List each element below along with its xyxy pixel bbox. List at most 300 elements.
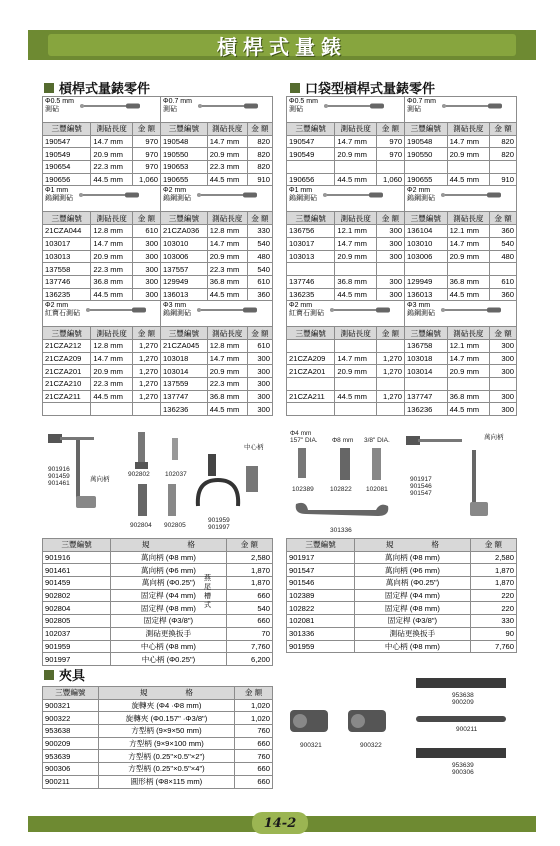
table-cell: 90 xyxy=(470,627,516,640)
table-cell xyxy=(91,403,132,416)
table-cell: 固定桿 (Φ8 mm) xyxy=(355,602,471,615)
table-row xyxy=(43,339,273,352)
table-cell: 300 xyxy=(247,378,272,391)
table-cell: 136235 xyxy=(287,288,335,301)
bullet-icon xyxy=(44,670,54,680)
table-cell: 44.5 mm xyxy=(335,173,376,186)
page-title: 槓桿式量錶 xyxy=(217,34,347,59)
table-row xyxy=(287,250,517,263)
probe-label-line: 鎢鋼測砧 xyxy=(45,195,73,203)
probe-label xyxy=(289,302,324,318)
column-header: 測砧長度 xyxy=(447,212,490,225)
table-cell: 901547 xyxy=(287,564,355,577)
contact-point-icon xyxy=(441,305,511,315)
clamp-drawings xyxy=(286,676,518,786)
table-cell xyxy=(447,263,490,276)
table-cell: 20.9 mm xyxy=(447,365,490,378)
table-cell: 103018 xyxy=(405,352,448,365)
square-shank-953639 xyxy=(416,748,506,758)
caption: 902802 xyxy=(128,471,150,478)
table-header-row xyxy=(287,327,517,340)
probe-image-cell xyxy=(405,97,517,123)
table-row xyxy=(43,390,273,403)
table-cell: 901461 xyxy=(43,564,111,577)
table-cell: 137746 xyxy=(287,275,335,288)
table-cell: 610 xyxy=(490,275,517,288)
table-cell: 300 xyxy=(490,390,517,403)
table-cell: 820 xyxy=(490,148,517,161)
contact-point-icon xyxy=(441,190,511,200)
table-cell: 中心柄 (Φ8 mm) xyxy=(355,640,471,653)
table-header-row xyxy=(43,123,273,136)
table-cell: 330 xyxy=(247,225,272,238)
table-row xyxy=(287,390,517,403)
probe-image-cell xyxy=(43,97,161,123)
table-cell: 20.9 mm xyxy=(91,365,132,378)
table-cell: 610 xyxy=(247,275,272,288)
table-cell: 540 xyxy=(226,602,272,615)
table-row xyxy=(43,275,273,288)
table-cell: 360 xyxy=(490,225,517,238)
probe-label-line: Φ1 mm xyxy=(45,187,69,195)
probe-label-line: Φ3 mm xyxy=(407,302,431,310)
table-cell: 旋轉夾 (Φ0.157" ·Φ3/8") xyxy=(98,712,234,725)
table-cell xyxy=(405,263,448,276)
caption: 901959 xyxy=(208,517,230,524)
caption: 萬向柄 xyxy=(484,434,504,441)
table-cell: 300 xyxy=(376,275,404,288)
table-cell: 21CZA045 xyxy=(161,339,208,352)
probe-image-cell xyxy=(405,301,517,327)
probe-label-line: Φ2 mm xyxy=(45,302,69,310)
column-header: 金 額 xyxy=(226,539,272,552)
side-label-char: 式 xyxy=(204,602,211,609)
column-header: 測砧長度 xyxy=(91,212,132,225)
table-cell: 360 xyxy=(247,288,272,301)
column-header: 金 額 xyxy=(247,327,272,340)
table-cell: 220 xyxy=(470,602,516,615)
table-cell: 36.8 mm xyxy=(335,275,376,288)
table-cell xyxy=(376,339,404,352)
caption: 901917 xyxy=(410,476,432,483)
table-cell xyxy=(447,161,490,174)
table-row xyxy=(43,602,273,615)
probe-label-line: Φ2 mm xyxy=(407,187,431,195)
probe-label-wrap xyxy=(407,302,514,318)
holder-table-left xyxy=(42,538,273,666)
table-cell: 方型柄 (0.25"×0.5"×2") xyxy=(98,750,234,763)
probe-image-cell xyxy=(287,97,405,123)
column-header: 測砧長度 xyxy=(91,327,132,340)
table-cell: 1,870 xyxy=(470,564,516,577)
table-cell: 901997 xyxy=(43,653,111,666)
table-row xyxy=(43,135,273,148)
probe-label-line: Φ0.5 mm xyxy=(289,98,318,105)
table-cell: 1,020 xyxy=(235,712,273,725)
table-cell: 36.8 mm xyxy=(447,275,490,288)
table-row xyxy=(287,365,517,378)
table-cell: 1,060 xyxy=(132,173,160,186)
table-cell: 固定桿 (Φ4 mm) xyxy=(111,589,227,602)
table-cell: 12.1 mm xyxy=(447,225,490,238)
table-cell: 中心柄 (Φ0.25") xyxy=(111,653,227,666)
lever-parts-table xyxy=(42,96,273,416)
table-cell: 102037 xyxy=(43,627,111,640)
table-cell: 300 xyxy=(376,225,404,238)
table-cell: 中心柄 (Φ8 mm) xyxy=(111,640,227,653)
table-cell: 103006 xyxy=(161,250,208,263)
table-cell: 660 xyxy=(226,589,272,602)
table-cell: 14.7 mm xyxy=(447,237,490,250)
table-row xyxy=(43,640,273,653)
header-band xyxy=(28,30,536,60)
table-cell: 20.9 mm xyxy=(207,365,247,378)
table-cell: 190549 xyxy=(287,148,335,161)
probe-label xyxy=(407,302,435,318)
column-header: 金 額 xyxy=(470,539,516,552)
table-cell: 36.8 mm xyxy=(207,390,247,403)
table-cell: 330 xyxy=(470,615,516,628)
table-cell: 902802 xyxy=(43,589,111,602)
probe-label-wrap xyxy=(163,98,270,114)
table-cell: 22.3 mm xyxy=(207,161,247,174)
probe-label-line: 紅寶石測砧 xyxy=(45,310,80,318)
column-header: 規 格 xyxy=(111,539,227,552)
table-cell: 萬向柄 (Φ8 mm) xyxy=(355,551,471,564)
table-cell: 44.5 mm xyxy=(91,173,132,186)
table-row xyxy=(43,589,273,602)
table-row xyxy=(287,225,517,238)
table-cell: 44.5 mm xyxy=(447,288,490,301)
table-row xyxy=(43,564,273,577)
column-header: 測砧長度 xyxy=(447,327,490,340)
probe-image-cell xyxy=(161,97,273,123)
table-cell: 20.9 mm xyxy=(447,250,490,263)
column-header: 三豐編號 xyxy=(161,327,208,340)
table-cell: 7,760 xyxy=(226,640,272,653)
table-cell: 1,870 xyxy=(226,564,272,577)
table-cell: 136756 xyxy=(287,225,335,238)
table-cell: 14.7 mm xyxy=(207,135,247,148)
table-cell: 953639 xyxy=(43,750,99,763)
table-cell: 6,200 xyxy=(226,653,272,666)
table-row xyxy=(287,615,517,628)
table-cell: 300 xyxy=(490,339,517,352)
column-header: 三豐編號 xyxy=(405,123,448,136)
side-label-char: 燕 xyxy=(204,575,211,582)
table-cell: 103006 xyxy=(405,250,448,263)
table-cell: 測砧更換扳手 xyxy=(111,627,227,640)
column-header: 測砧長度 xyxy=(207,327,247,340)
table-row xyxy=(287,640,517,653)
table-cell: 103014 xyxy=(161,365,208,378)
probe-label-wrap xyxy=(45,98,158,114)
column-header: 三豐編號 xyxy=(287,327,335,340)
column-header: 測砧長度 xyxy=(335,123,376,136)
probe-label xyxy=(407,187,435,203)
table-cell: 103013 xyxy=(287,250,335,263)
table-cell xyxy=(376,161,404,174)
table-cell: 20.9 mm xyxy=(335,365,376,378)
table-row xyxy=(43,378,273,391)
table-cell: 540 xyxy=(247,237,272,250)
probe-label-wrap xyxy=(407,98,514,114)
table-row xyxy=(287,237,517,250)
table-cell: 190548 xyxy=(161,135,208,148)
table-cell: 22.3 mm xyxy=(207,378,247,391)
table-cell: 1,270 xyxy=(376,352,404,365)
table-cell: 12.8 mm xyxy=(207,339,247,352)
table-header-row xyxy=(287,212,517,225)
table-cell: 14.7 mm xyxy=(91,352,132,365)
probe-label-wrap xyxy=(289,98,402,114)
table-cell: 540 xyxy=(247,263,272,276)
table-cell xyxy=(405,161,448,174)
probe-label-line: 鎢鋼測砧 xyxy=(163,310,192,318)
column-header: 三豐編號 xyxy=(43,123,91,136)
table-cell: 44.5 mm xyxy=(335,288,376,301)
table-cell xyxy=(490,263,517,276)
column-header: 金 額 xyxy=(247,123,272,136)
table-cell: 21CZA044 xyxy=(43,225,91,238)
universal-holder-rod xyxy=(60,437,94,440)
table-cell: 22.3 mm xyxy=(91,263,132,276)
header-inner xyxy=(48,34,516,59)
universal-holder-post xyxy=(76,440,80,500)
table-row xyxy=(287,275,517,288)
table-cell xyxy=(287,263,335,276)
table-cell xyxy=(376,263,404,276)
column-header: 金 額 xyxy=(132,212,160,225)
probe-label xyxy=(45,98,74,114)
table-cell xyxy=(287,378,335,391)
table-row xyxy=(43,250,273,263)
table-cell xyxy=(287,403,335,416)
table-cell: 970 xyxy=(132,135,160,148)
probe-label-line: Φ2 mm xyxy=(289,302,313,310)
section-clamps xyxy=(44,665,85,684)
probe-image-row xyxy=(43,301,273,327)
table-row xyxy=(43,148,273,161)
table-cell: 901459 xyxy=(43,577,111,590)
table-row xyxy=(287,263,517,276)
table-row xyxy=(43,750,273,763)
table-cell: 901546 xyxy=(287,577,355,590)
caption: 901461 xyxy=(48,480,70,487)
table-cell: 22.3 mm xyxy=(91,161,132,174)
probe-label-wrap xyxy=(289,187,402,203)
table-cell: 22.3 mm xyxy=(207,263,247,276)
column-header: 三豐編號 xyxy=(405,212,448,225)
probe-label-wrap xyxy=(45,302,158,318)
probe-image-cell xyxy=(405,186,517,212)
table-cell: 固定桿 (Φ3/8") xyxy=(355,615,471,628)
table-cell: 902805 xyxy=(43,615,111,628)
table-cell: 1,270 xyxy=(132,365,160,378)
caption: 902805 xyxy=(164,522,186,529)
probe-label-line: 測砧 xyxy=(407,106,422,113)
table-row xyxy=(287,589,517,602)
table-cell: 820 xyxy=(247,161,272,174)
column-header: 三豐編號 xyxy=(405,327,448,340)
table-cell: 103013 xyxy=(43,250,91,263)
table-cell: 820 xyxy=(247,148,272,161)
table-cell xyxy=(405,378,448,391)
probe-label-line: Φ3 mm xyxy=(163,302,187,310)
table-row xyxy=(43,237,273,250)
swivel-clamp-bore xyxy=(351,714,365,728)
table-cell xyxy=(376,403,404,416)
table-cell: 300 xyxy=(490,403,517,416)
table-row xyxy=(43,737,273,750)
table-cell xyxy=(490,161,517,174)
column-header: 金 額 xyxy=(376,123,404,136)
universal-holder-clamp xyxy=(406,436,420,445)
caption: 901916 xyxy=(48,466,70,473)
table-row xyxy=(43,699,273,712)
probe-label xyxy=(163,302,191,318)
table-row xyxy=(287,135,517,148)
table-cell: 190549 xyxy=(43,148,91,161)
table-cell: 44.5 mm xyxy=(207,288,247,301)
table-row xyxy=(43,653,273,666)
caption: 157" DIA. xyxy=(290,437,318,444)
probe-image-cell xyxy=(287,186,405,212)
table-cell: 方型柄 (9×9×100 mm) xyxy=(98,737,234,750)
universal-holder-post xyxy=(472,450,476,506)
table-row xyxy=(43,365,273,378)
table-cell: 136236 xyxy=(405,403,448,416)
column-header: 金 額 xyxy=(376,327,404,340)
table-cell: 21CZA209 xyxy=(43,352,91,365)
caption: 中心柄 xyxy=(244,444,264,451)
table-cell: 901959 xyxy=(287,640,355,653)
column-header: 金 額 xyxy=(132,123,160,136)
contact-point-icon xyxy=(79,190,149,200)
table-cell: 1,270 xyxy=(132,378,160,391)
table-cell xyxy=(447,378,490,391)
table-cell: 220 xyxy=(470,589,516,602)
table-cell: 70 xyxy=(226,627,272,640)
caption: 901547 xyxy=(410,490,432,497)
table-cell: 萬向柄 (Φ0.25") xyxy=(355,577,471,590)
table-cell: 1,270 xyxy=(376,365,404,378)
table-cell: 137747 xyxy=(405,390,448,403)
holder-drawings-left xyxy=(42,430,274,538)
table-cell: 1,870 xyxy=(470,577,516,590)
contact-point-icon xyxy=(197,305,267,315)
table-cell: 20.9 mm xyxy=(207,148,247,161)
table-cell: 103017 xyxy=(43,237,91,250)
table-cell: 137747 xyxy=(161,390,208,403)
table-row xyxy=(43,615,273,628)
table-cell: 21CZA212 xyxy=(43,339,91,352)
table-cell: 300 xyxy=(247,352,272,365)
center-holder-arc xyxy=(198,480,238,506)
table-cell: 1,270 xyxy=(132,390,160,403)
caption: 301336 xyxy=(330,527,352,534)
table-cell: 190656 xyxy=(287,173,335,186)
table-cell: 固定桿 (Φ4 mm) xyxy=(355,589,471,602)
holder-drawings-right xyxy=(286,430,518,538)
column-header: 測砧長度 xyxy=(447,123,490,136)
table-row xyxy=(287,403,517,416)
probe-label-line: 測砧 xyxy=(163,106,178,113)
probe-image-cell xyxy=(161,186,273,212)
table-cell: 1,270 xyxy=(132,339,160,352)
table-cell: 820 xyxy=(490,135,517,148)
caption: 953639 xyxy=(452,762,474,769)
table-cell: 44.5 mm xyxy=(91,288,132,301)
table-cell: 14.7 mm xyxy=(447,135,490,148)
table-cell: 21CZA211 xyxy=(287,390,335,403)
table-cell: 20.9 mm xyxy=(335,148,376,161)
table-row xyxy=(287,378,517,391)
table-cell: 103010 xyxy=(405,237,448,250)
probe-label-wrap xyxy=(289,302,402,318)
table-row xyxy=(287,627,517,640)
table-cell: 固定桿 (Φ8 mm) xyxy=(111,602,227,615)
caption: Φ4 mm xyxy=(290,430,312,437)
side-label xyxy=(204,574,214,610)
table-cell: 103018 xyxy=(161,352,208,365)
table-cell: 610 xyxy=(132,225,160,238)
table-header-row xyxy=(43,539,273,552)
table-cell: 2,580 xyxy=(226,551,272,564)
table-row xyxy=(287,551,517,564)
table-cell: 2,580 xyxy=(470,551,516,564)
table-cell: 190548 xyxy=(405,135,448,148)
stem-102389 xyxy=(298,448,306,478)
probe-label-wrap xyxy=(163,187,270,203)
column-header: 三豐編號 xyxy=(287,539,355,552)
table-cell: 300 xyxy=(132,250,160,263)
table-row xyxy=(287,339,517,352)
column-header: 金 額 xyxy=(235,687,273,700)
table-cell: 760 xyxy=(235,750,273,763)
probe-label-wrap xyxy=(163,302,270,318)
table-cell: 136013 xyxy=(161,288,208,301)
probe-label xyxy=(45,187,73,203)
table-cell: 103017 xyxy=(287,237,335,250)
table-cell: 136013 xyxy=(405,288,448,301)
probe-image-cell xyxy=(43,186,161,212)
table-cell: 300 xyxy=(132,275,160,288)
table-cell: 14.7 mm xyxy=(335,352,376,365)
probe-label xyxy=(407,98,436,114)
table-row xyxy=(287,148,517,161)
table-cell: 21CZA211 xyxy=(43,390,91,403)
table-row xyxy=(43,551,273,564)
table-cell: 540 xyxy=(490,237,517,250)
caption: 901997 xyxy=(208,524,230,531)
table-cell: 137558 xyxy=(43,263,91,276)
table-cell: 190655 xyxy=(405,173,448,186)
table-cell: 20.9 mm xyxy=(447,148,490,161)
table-cell: 910 xyxy=(490,173,517,186)
probe-label-line: 鎢鋼測砧 xyxy=(407,195,436,203)
table-cell: 14.7 mm xyxy=(335,237,376,250)
column-header: 三豐編號 xyxy=(43,539,111,552)
table-cell: 20.9 mm xyxy=(91,250,132,263)
table-cell: 12.1 mm xyxy=(335,225,376,238)
column-header: 三豐編號 xyxy=(161,123,208,136)
side-label-char: 尾 xyxy=(204,584,211,591)
table-cell: 14.7 mm xyxy=(207,237,247,250)
probe-image-cell xyxy=(287,301,405,327)
table-cell: 360 xyxy=(490,288,517,301)
table-cell: 660 xyxy=(226,615,272,628)
